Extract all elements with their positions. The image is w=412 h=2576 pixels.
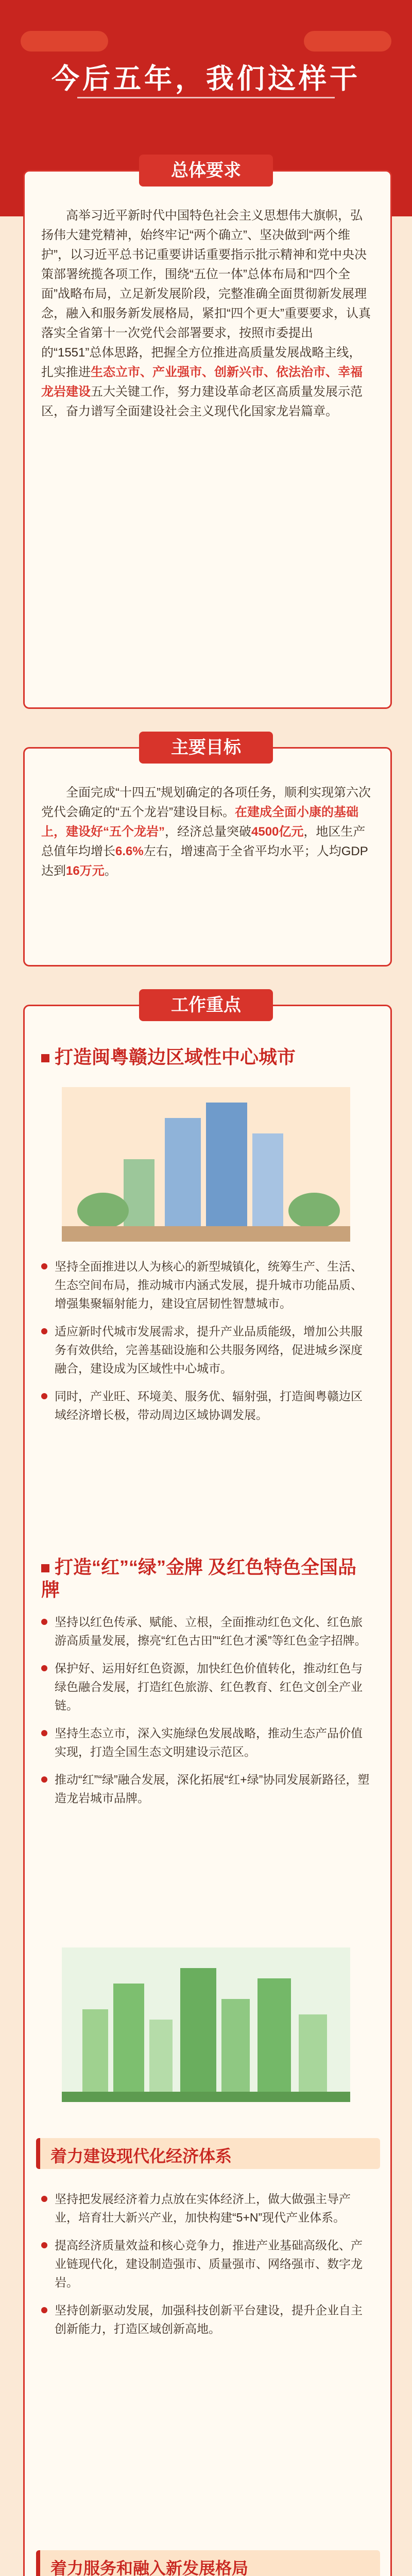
header-decoration-right (304, 31, 391, 52)
goals-text-part-3: ，地区生产总值年均增长 (41, 825, 366, 858)
list-item (41, 1387, 371, 1424)
square-icon (41, 1564, 49, 1572)
overall-requirements-text (41, 206, 371, 421)
overall-text-highlight: 生态立市、产业强市、创新兴市、依法治市、幸福龙岩建设 (41, 365, 363, 399)
sub1-list (41, 1257, 371, 1433)
sub-head-regional-center (41, 1046, 371, 1069)
list-item-text: 坚持以红色传承、赋能、立根，全面推动红色文化、红色旅游高质量发展，擦亮“红色古田”“红色才溪”等红色金字招牌。 (55, 1615, 367, 1647)
goals-text-highlight-1: 在建成全面小康的基础上，建设好“五个龙岩” (41, 805, 358, 839)
goals-text-part-4: 左右，增速高于全省平均水平；人均GDP达到 (41, 844, 368, 878)
list-item (41, 1613, 371, 1650)
list-item (41, 1724, 371, 1761)
overall-text-part-2: 五大关键工作，努力建设革命老区高质量发展示范区，奋力谱写全面建设社会主义现代化国家龙岩篇章。 (41, 385, 363, 418)
goals-gdp-value: 4500亿元 (251, 825, 304, 839)
bullet-dot-icon (41, 2242, 47, 2248)
list-item-text: 适应新时代城市发展需求，提升产业品质能级，增加公共服务有效供给，完善基础设施和公共服务网络，促进城乡深度融合，建设成为区域性中心城市。 (55, 1325, 363, 1375)
bullet-dot-icon (41, 2196, 47, 2202)
bullet-dot-icon (41, 1263, 47, 1269)
list-item-text: 坚持把发展经济着力点放在实体经济上，做大做强主导产业，培育壮大新兴产业，加快构建“5+N”现代产业体系。 (55, 2192, 351, 2224)
bullet-dot-icon (41, 1776, 47, 1783)
list-item (41, 2236, 371, 2292)
goals-growth-rate: 6.6% (115, 844, 144, 858)
title-underline (77, 97, 335, 98)
sub3-list (41, 2190, 371, 2347)
goals-text-part-2: ，经济总量突破 (165, 825, 251, 839)
list-item-text: 同时，产业旺、环境美、服务优、辐射强，打造闽粤赣边区域经济增长极，带动周边区域协调发展。 (55, 1389, 363, 1421)
list-item (41, 1770, 371, 1807)
page-title: 今后五年，我们这样干 (52, 63, 360, 94)
header-decoration-left (21, 31, 108, 52)
bullet-dot-icon (41, 1393, 47, 1399)
overall-text-part-1: 高举习近平新时代中国特色社会主义思想伟大旗帜，弘扬伟大建党精神，始终牢记“两个确立”、坚决做到“两个维护”，以习近平总书记重要讲话重要指示批示精神和党中央决策部署统揽各项工作，围绕“五位一体”总体布局和“四个全面”战略布局，立足新发展阶段，完整准确全面贯彻新发展理念，融入和服务新发展格局，紧扣“四个更大”重要要求，认真落实全省第十一次党代会部署要求，按照市委提出的“1551”总体思路，把握全方位推进高质量发展战略主线，扎实推进 (41, 209, 371, 379)
sub-head-new-pattern (36, 2550, 380, 2576)
sub2-list (41, 1613, 371, 1817)
sub-title-1: 打造闽粤赣边区域性中心城市 (55, 1046, 296, 1067)
sub-head-modern-economy (36, 2138, 380, 2169)
bullet-dot-icon (41, 1328, 47, 1334)
section-head-key-work: 工作重点 (139, 989, 273, 1021)
list-item-text: 保护好、运用好红色资源，加快红色价值转化，推动红色与绿色融合发展，打造红色旅游、红色教育、红色文创全产业链。 (55, 1662, 363, 1712)
list-item (41, 1322, 371, 1378)
skyline-illustration (62, 1947, 350, 2102)
list-item-text: 坚持生态立市，深入实施绿色发展战略，推动生态产品价值实现，打造全国生态文明建设示范区。 (55, 1726, 363, 1758)
main-goals-text (41, 783, 371, 881)
list-item (41, 1257, 371, 1313)
sub-title-4: 着力服务和融入新发展格局 (50, 2559, 249, 2576)
square-icon (41, 1054, 49, 1062)
sub-title-2: 打造“红”“绿”金牌 及红色特色全国品牌 (41, 1556, 357, 1600)
bullet-dot-icon (41, 1665, 47, 1671)
section-head-goals: 主要目标 (139, 732, 273, 764)
bullet-dot-icon (41, 1619, 47, 1625)
bullet-dot-icon (41, 1730, 47, 1736)
city-illustration (62, 1087, 350, 1242)
sub-title-3: 着力建设现代化经济体系 (50, 2147, 232, 2165)
list-item-text: 推动“红”“绿”融合发展，深化拓展“红+绿”协同发展新路径，塑造龙岩城市品牌。 (55, 1773, 370, 1805)
goals-per-capita-gdp: 16万元 (66, 864, 105, 878)
goals-text-part-1: 全面完成“十四五”规划确定的各项任务，顺利实现第六次党代会确定的“五个龙岩”建设目标。 (41, 786, 371, 819)
bullet-dot-icon (41, 2307, 47, 2313)
sub-head-red-green-brand (41, 1556, 371, 1601)
list-item-text: 坚持创新驱动发展，加强科技创新平台建设，提升企业自主创新能力，打造区域创新高地。 (55, 2303, 363, 2335)
list-item (41, 2190, 371, 2227)
list-item (41, 2301, 371, 2338)
list-item-text: 提高经济质量效益和核心竞争力，推进产业基础高级化、产业链现代化，建设制造强市、质量强市、网络强市、数字龙岩。 (55, 2239, 363, 2289)
section-head-overall: 总体要求 (139, 155, 273, 187)
list-item (41, 1659, 371, 1715)
list-item-text: 坚持全面推进以人为核心的新型城镇化，统筹生产、生活、生态空间布局，推动城市内涵式发展，提升城市功能品质、增强集聚辐射能力，建设宜居韧性智慧城市。 (55, 1260, 363, 1310)
goals-text-part-5: 。 (104, 864, 117, 878)
